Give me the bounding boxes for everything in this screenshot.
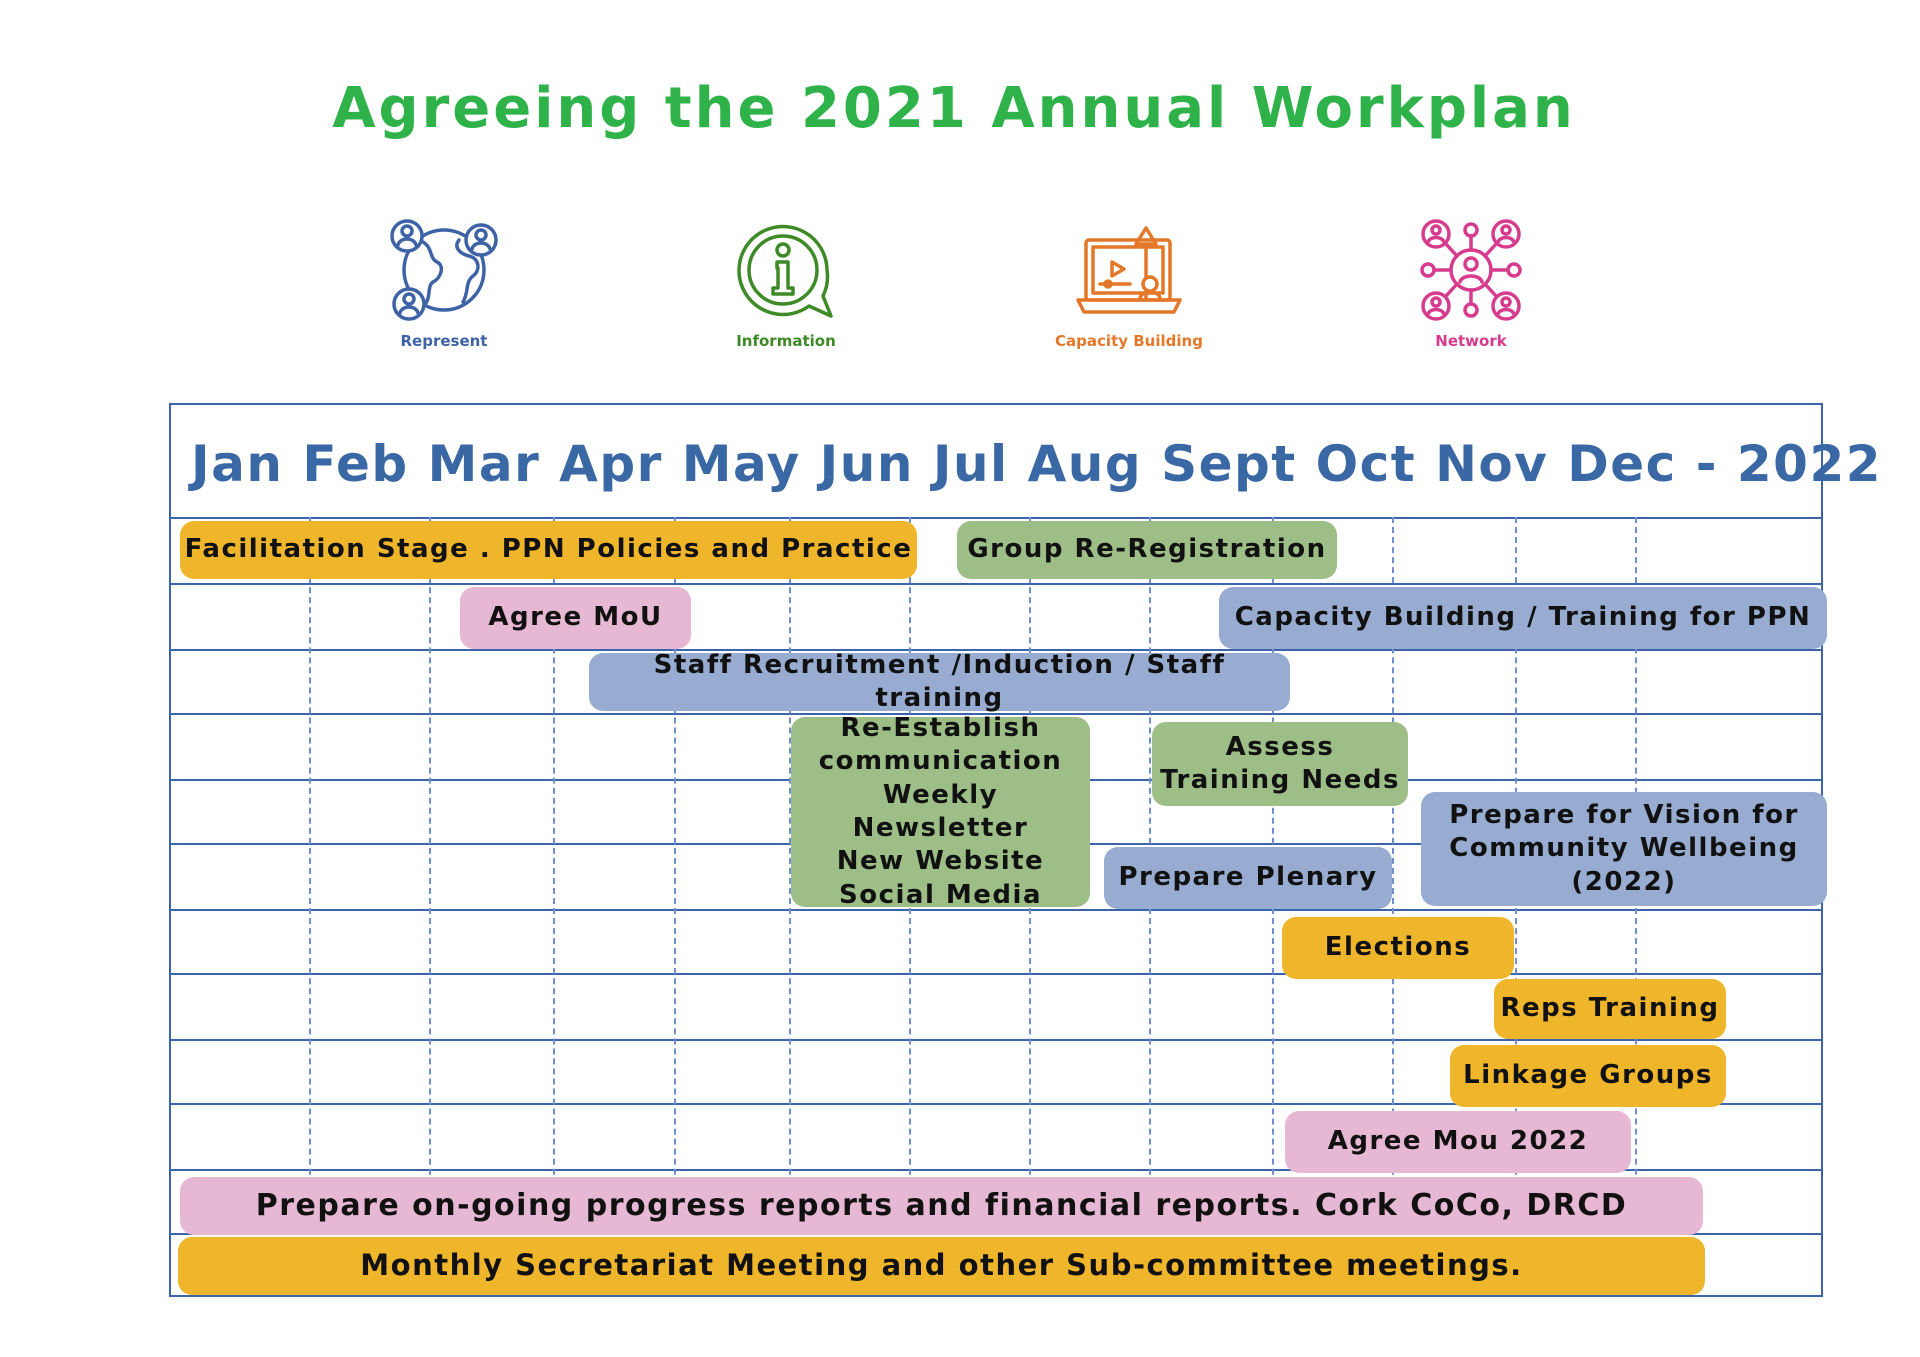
pillar-network (1371, 218, 1571, 350)
laptop-growth-icon (1074, 218, 1184, 322)
activity-reps-training: Reps Training (1494, 979, 1726, 1039)
pillar-label: Network (1435, 332, 1507, 350)
row-line (171, 1039, 1821, 1041)
activity-facilitation-stage: Facilitation Stage . PPN Policies and Practice (180, 521, 917, 579)
globe-people-icon (389, 218, 499, 322)
activity-group-re-registration: Group Re-Registration (957, 521, 1337, 579)
pillar-represent (344, 218, 544, 350)
timeline-header: Jan Feb Mar Apr May Jun Jul Aug Sept Oct Nov Dec - 2022 (191, 435, 1883, 493)
activity-re-establish-communication: Re-Establish communication Weekly Newsletter New Website Social Media (791, 717, 1090, 907)
activity-agree-mou-2022: Agree Mou 2022 (1285, 1111, 1631, 1173)
activity-prepare-vision: Prepare for Vision for Community Wellbeing (2022) (1421, 792, 1827, 906)
activity-staff-recruitment: Staff Recruitment /Induction / Staff training (589, 653, 1290, 711)
activity-prepare-plenary: Prepare Plenary (1104, 847, 1392, 909)
activity-elections: Elections (1282, 917, 1514, 979)
pillar-capacity-building (1029, 218, 1229, 350)
people-network-icon (1416, 218, 1526, 322)
activity-monthly-secretariat: Monthly Secretariat Meeting and other Sub-committee meetings. (178, 1237, 1705, 1295)
info-speech-bubble-icon (731, 218, 841, 322)
page-title: Agreeing the 2021 Annual Workplan (332, 76, 1576, 141)
activity-agree-mou: Agree MoU (460, 587, 691, 649)
activity-capacity-building-training: Capacity Building / Training for PPN (1219, 587, 1827, 649)
activity-progress-reports: Prepare on-going progress reports and financial reports. Cork CoCo, DRCD (180, 1177, 1703, 1235)
pillar-label: Represent (400, 332, 488, 350)
activity-assess-training-needs: Assess Training Needs (1152, 722, 1408, 806)
pillar-label: Information (736, 332, 836, 350)
activity-linkage-groups: Linkage Groups (1450, 1045, 1726, 1107)
row-line (171, 517, 1821, 519)
workplan-timeline (169, 403, 1883, 1297)
pillar-label: Capacity Building (1055, 332, 1203, 350)
row-line (171, 583, 1821, 585)
row-line (171, 973, 1821, 975)
pillar-information (686, 218, 886, 350)
